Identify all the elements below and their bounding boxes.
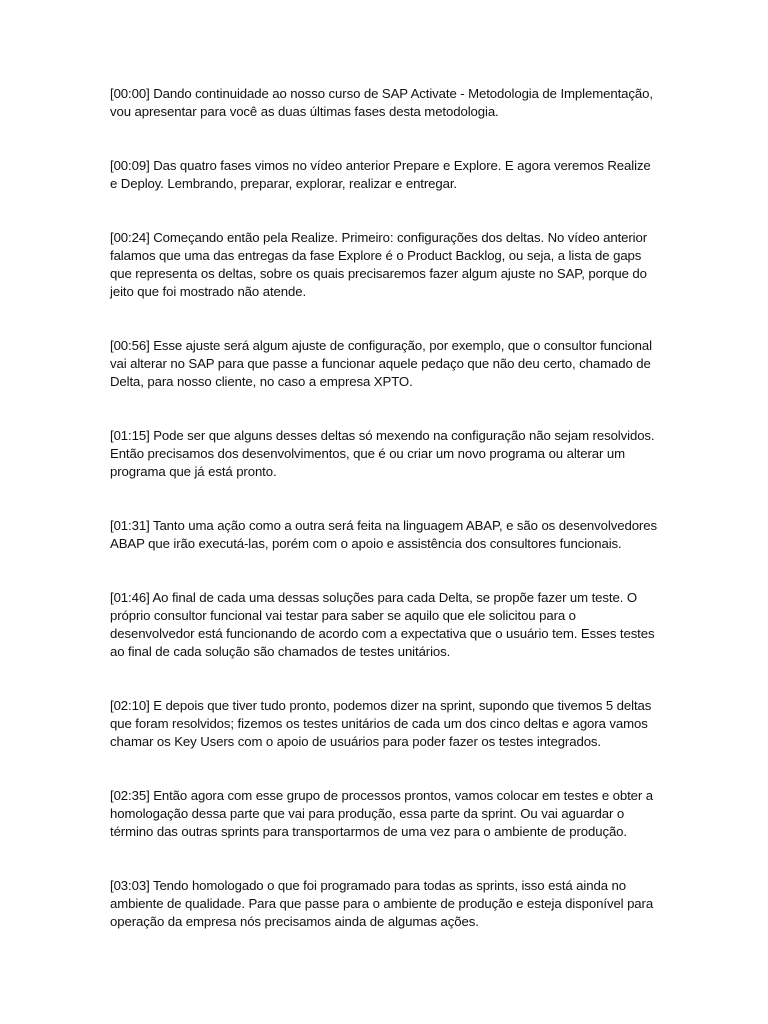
transcript-paragraph: [00:00] Dando continuidade ao nosso curso de SAP Activate - Metodologia de Implementação, vou apresentar para você as duas últimas fases desta metodologia. bbox=[110, 86, 653, 119]
transcript-body bbox=[110, 85, 658, 967]
transcript-paragraph: [01:31] Tanto uma ação como a outra será feita na linguagem ABAP, e são os desenvolvedores ABAP que irão executá-las, porém com o apoio e assistência dos consultores funcionais. bbox=[110, 518, 657, 551]
transcript-paragraph: [03:03] Tendo homologado o que foi programado para todas as sprints, isso está ainda no ambiente de qualidade. Para que passe para o ambiente de produção e esteja disponível para operação da empresa nós precisamos ainda de algumas ações. bbox=[110, 878, 654, 929]
transcript-paragraph: [00:24] Começando então pela Realize. Primeiro: configurações dos deltas. No vídeo anterior falamos que uma das entregas da fase Explore é o Product Backlog, ou seja, a lista de gaps que representa os deltas, sobre os quais precisaremos fazer algum ajuste no SAP, porque do jeito que foi mostrado não atende. bbox=[110, 230, 648, 299]
transcript-paragraph: [00:09] Das quatro fases vimos no vídeo anterior Prepare e Explore. E agora veremos Realize e Deploy. Lembrando, preparar, explorar, realizar e entregar. bbox=[110, 158, 651, 191]
transcript-paragraph: [00:56] Esse ajuste será algum ajuste de configuração, por exemplo, que o consultor funcional vai alterar no SAP para que passe a funcionar aquele pedaço que não deu certo, chamado de Delta, para nosso cliente, no caso a empresa XPTO. bbox=[110, 338, 652, 389]
transcript-paragraph: [01:15] Pode ser que alguns desses deltas só mexendo na configuração não sejam resolvidos. Então precisamos dos desenvolvimentos, que é ou criar um novo programa ou alterar um programa que já está pronto. bbox=[110, 428, 655, 479]
transcript-paragraph: [01:46] Ao final de cada uma dessas soluções para cada Delta, se propõe fazer um teste. O próprio consultor funcional vai testar para saber se aquilo que ele solicitou para o desenvolvedor está funcionando de acordo com a expectativa que o usuário tem. Esses testes ao final de cada solução são chamados de testes unitários. bbox=[110, 590, 655, 659]
transcript-paragraph: [02:10] E depois que tiver tudo pronto, podemos dizer na sprint, supondo que tivemos 5 deltas que foram resolvidos; fizemos os testes unitários de cada um dos cinco deltas e agora vamos chamar os Key Users com o apoio de usuários para poder fazer os testes integrados. bbox=[110, 698, 652, 749]
transcript-paragraph: [02:35] Então agora com esse grupo de processos prontos, vamos colocar em testes e obter a homologação dessa parte que vai para produção, essa parte da sprint. Ou vai aguardar o término das outras sprints para transportarmos de uma vez para o ambiente de produção. bbox=[110, 788, 653, 839]
